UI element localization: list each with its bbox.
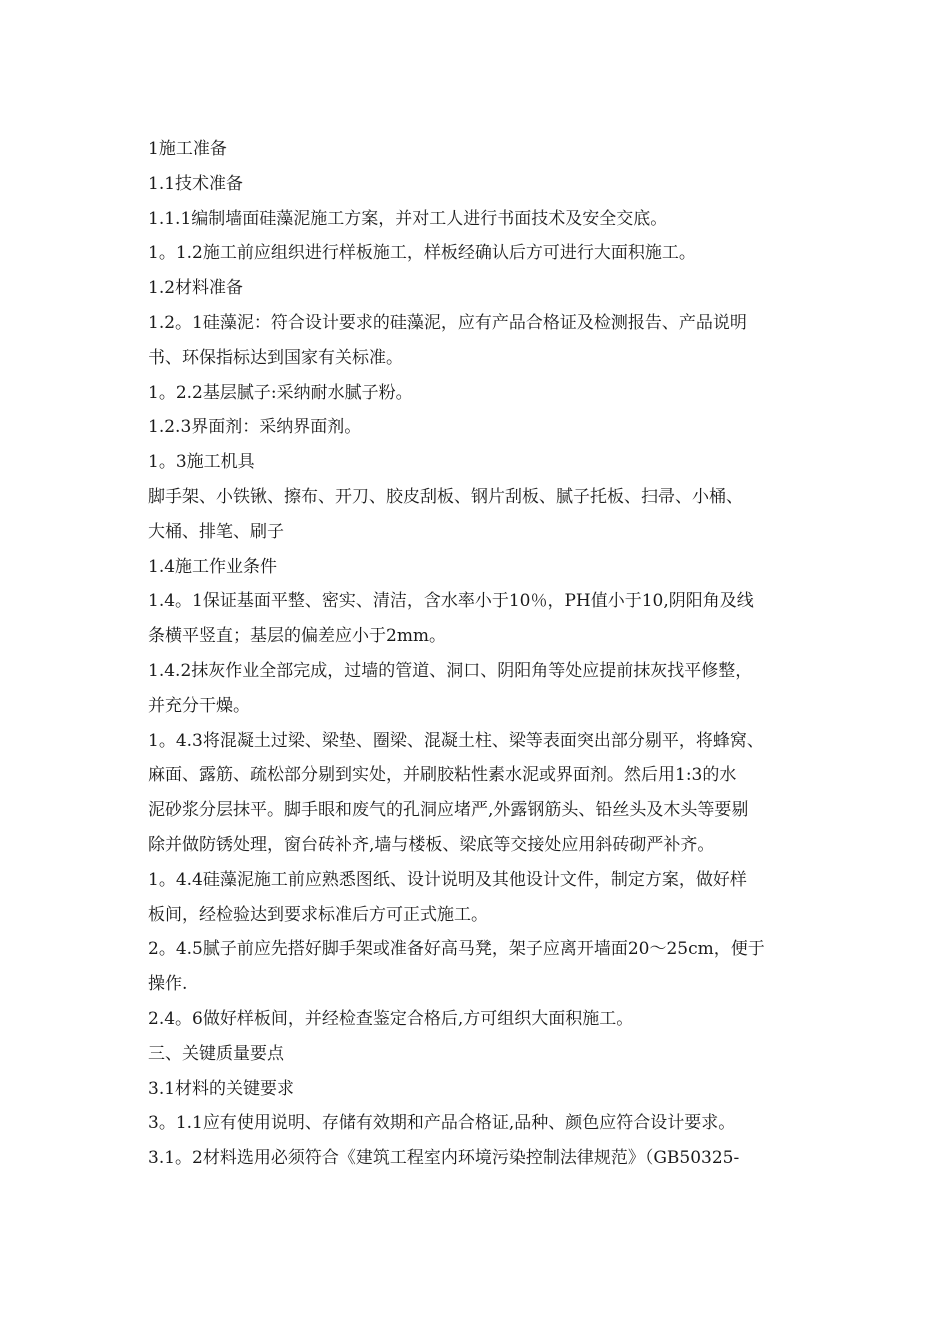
paragraph-line: 麻面、露筋、疏松部分剔到实处，并刷胶粘性素水泥或界面剂。然后用1:3的水 — [148, 765, 737, 786]
paragraph-line: 1.4。1保证基面平整、密实、清洁，含水率小于10％，PH值小于10,阴阳角及线 — [148, 591, 754, 612]
document-body — [148, 132, 848, 1176]
heading-1-4: 1.4施工作业条件 — [148, 556, 278, 577]
paragraph-line: 1.1.1编制墙面硅藻泥施工方案，并对工人进行书面技术及安全交底。 — [148, 208, 668, 229]
paragraph-line: 除并做防锈处理，窗台砖补齐,墙与楼板、梁底等交接处应用斜砖砌严补齐。 — [148, 834, 715, 855]
paragraph-line: 3.1。2材料选用必须符合《建筑工程室内环境污染控制法律规范》（GB50325- — [148, 1148, 740, 1169]
heading-3-1: 3.1材料的关键要求 — [148, 1078, 295, 1099]
paragraph-line: 大桶、排笔、刷子 — [148, 521, 284, 542]
paragraph-line: 条横平竖直；基层的偏差应小于2mm。 — [148, 626, 447, 647]
paragraph-line: 板间，经检验达到要求标准后方可正式施工。 — [148, 904, 488, 925]
paragraph-line: 脚手架、小铁锹、擦布、开刀、胶皮刮板、钢片刮板、腻子托板、扫帚、小桶、 — [148, 486, 743, 507]
paragraph-line: 3。1.1应有使用说明、存储有效期和产品合格证,品种、颜色应符合设计要求。 — [148, 1113, 736, 1134]
paragraph-line: 并充分干燥。 — [148, 695, 250, 716]
heading-1-2: 1.2材料准备 — [148, 278, 244, 299]
paragraph-line: 2.4。6做好样板间，并经检查鉴定合格后,方可组织大面积施工。 — [148, 1008, 634, 1029]
paragraph-line: 泥砂浆分层抹平。脚手眼和废气的孔洞应堵严,外露钢筋头、铅丝头及木头等要剔 — [148, 800, 749, 821]
paragraph-line: 2。4.5腻子前应先搭好脚手架或准备好高马凳，架子应离开墙面20～25cm，便于 — [148, 939, 765, 960]
heading-1-1: 1.1技术准备 — [148, 173, 244, 194]
heading-section-3: 三、关键质量要点 — [148, 1043, 284, 1064]
heading-1-3: 1。3施工机具 — [148, 452, 255, 473]
paragraph-line: 书、环保指标达到国家有关标准。 — [148, 347, 403, 368]
paragraph-line: 操作. — [148, 974, 188, 995]
paragraph-line: 1。2.2基层腻子:采纳耐水腻子粉。 — [148, 382, 413, 403]
paragraph-line: 1。1.2施工前应组织进行样板施工，样板经确认后方可进行大面积施工。 — [148, 243, 696, 264]
paragraph-line: 1.2.3界面剂：采纳界面剂。 — [148, 417, 362, 438]
paragraph-line: 1。4.3将混凝土过梁、梁垫、圈梁、混凝土柱、梁等表面突出部分剔平，将蜂窝、 — [148, 730, 764, 751]
paragraph-line: 1。4.4硅藻泥施工前应熟悉图纸、设计说明及其他设计文件，制定方案，做好样 — [148, 869, 747, 890]
paragraph-line: 1.4.2抹灰作业全部完成，过墙的管道、洞口、阴阳角等处应提前抹灰找平修整， — [148, 660, 753, 681]
paragraph-line: 1.2。1硅藻泥：符合设计要求的硅藻泥，应有产品合格证及检测报告、产品说明 — [148, 312, 747, 333]
heading-1: 1施工准备 — [148, 139, 227, 159]
